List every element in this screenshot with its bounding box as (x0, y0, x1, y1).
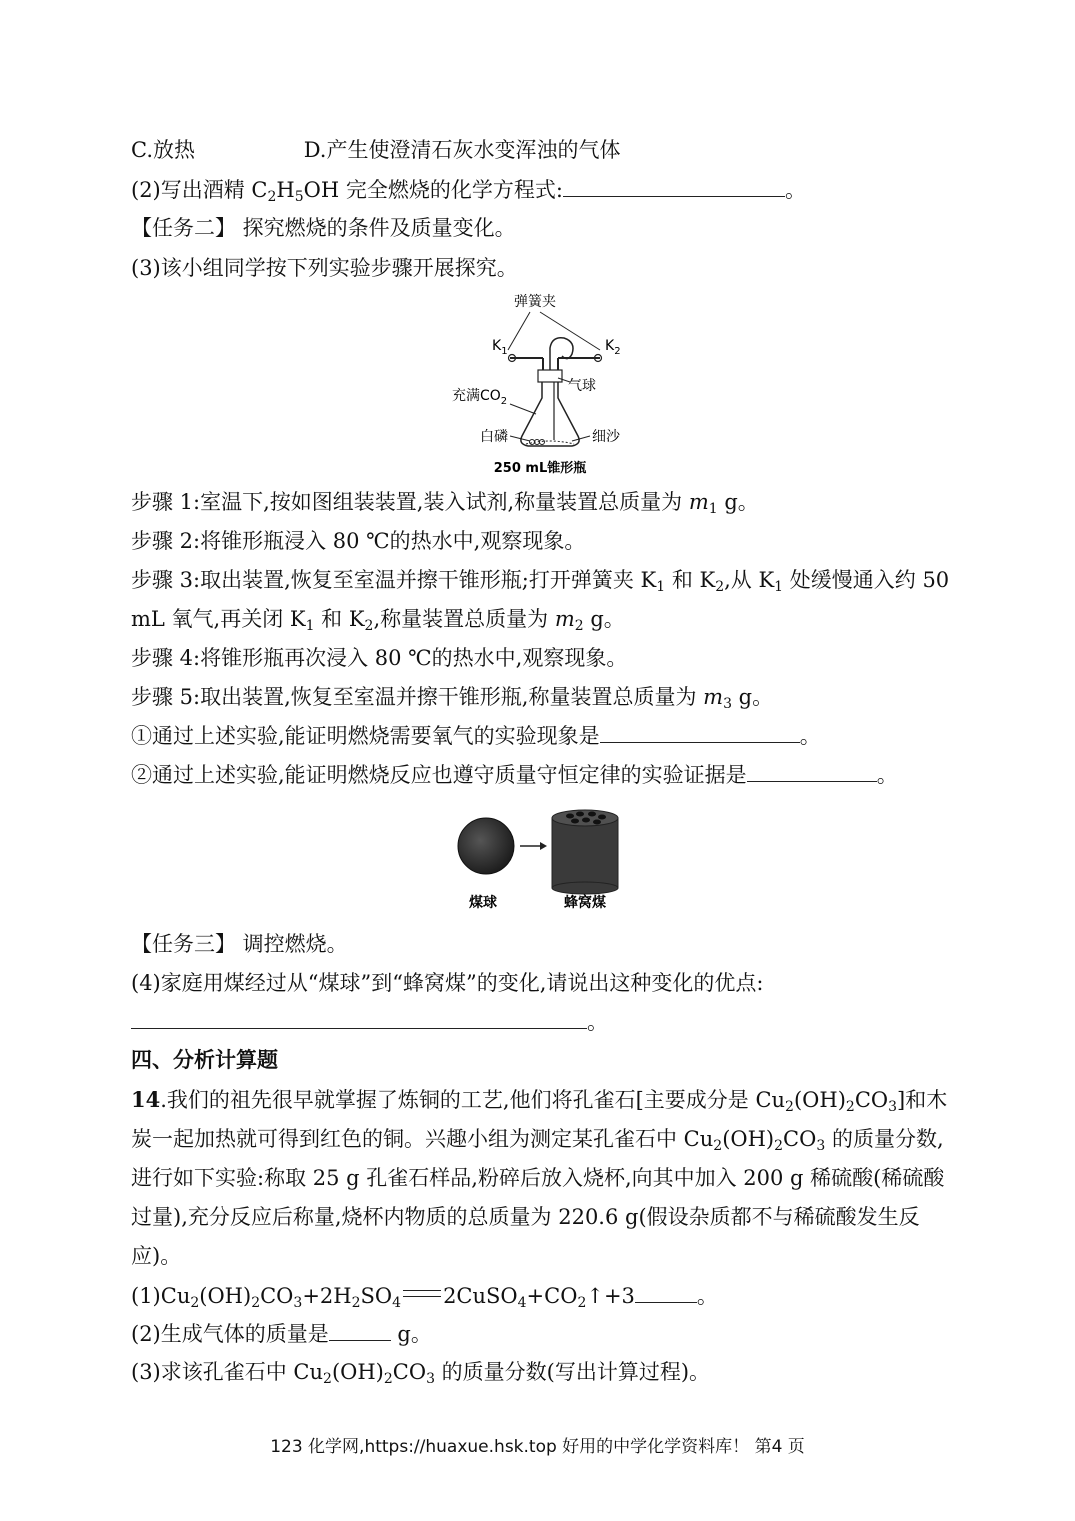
task-3-title (131, 930, 348, 958)
equation-text: (OH) (199, 1284, 252, 1308)
subscript: 2 (614, 346, 621, 357)
q14-line-1 (131, 1086, 947, 1121)
equation-text: (1)Cu (131, 1284, 191, 1308)
q14-part-1 (131, 1282, 718, 1317)
equation-text: +CO (526, 1284, 578, 1308)
subscript: 5 (294, 189, 304, 205)
q14-text: CO (854, 1088, 889, 1112)
step-3-text: 和 K (314, 607, 365, 631)
equation-text: SO (360, 1284, 393, 1308)
q14-part-3-text: (3)求该孔雀石中 Cu (131, 1360, 324, 1384)
option-d: D.产生使澄清石灰水变浑浊的气体 (303, 138, 621, 162)
q14-text: 的质量分数, (825, 1127, 944, 1151)
figure1-caption: 250 mL锥形瓶 (493, 461, 587, 476)
label-honeycomb-coal: 蜂窝煤 (564, 895, 606, 911)
subscript: 3 (888, 1099, 898, 1115)
q14-line-4 (131, 1203, 920, 1231)
subscript: 3 (293, 1295, 303, 1311)
q14-text: 应)。 (131, 1244, 182, 1268)
step-3-text: 步骤 3:取出装置,恢复至室温并擦干锥形瓶;打开弹簧夹 K (131, 568, 657, 592)
q2-text: H (276, 178, 295, 202)
answer-blank[interactable] (747, 761, 877, 782)
subscript: 2 (845, 1099, 855, 1115)
subscript: 2 (774, 1138, 784, 1154)
svg-text:充满CO2 (452, 387, 507, 407)
step-3-text: ,称量装置总质量为 (373, 607, 555, 631)
subscript: 1 (501, 346, 508, 357)
subscript: 2 (383, 1371, 393, 1387)
step-3-line-2 (131, 605, 625, 640)
variable-m: m (688, 490, 709, 514)
equation-text: 2CuSO (443, 1284, 518, 1308)
q14-part-3-text: 的质量分数(写出计算过程)。 (435, 1360, 711, 1384)
options-row (131, 136, 620, 164)
subscript: 1 (305, 618, 315, 634)
period: 。 (587, 1010, 608, 1034)
q14-text: (OH) (793, 1088, 846, 1112)
step-1 (131, 488, 759, 523)
step-3-text: 处缓慢通入约 50 (783, 568, 950, 592)
step-4 (131, 644, 627, 672)
q14-text: .我们的祖先很早就掌握了炼铜的工艺,他们将孔雀石[主要成分是 Cu (160, 1088, 786, 1112)
label-white-phosphorus: 白磷 (480, 429, 508, 445)
task-2-heading: 【任务二】 探究燃烧的条件及质量变化。 (131, 216, 516, 240)
q14-text: 过量),充分反应后称量,烧杯内物质的总质量为 220.6 g(假设杂质都不与稀硫酸发生反 (131, 1205, 920, 1229)
subscript: 2 (351, 1295, 361, 1311)
step-4-text: 步骤 4:将锥形瓶再次浸入 80 ℃的热水中,观察现象。 (131, 646, 628, 670)
subscript: 3 (723, 696, 732, 712)
q14-part-2 (131, 1320, 432, 1348)
q14-text: 进行如下实验:称取 25 g 孔雀石样品,粉碎后放入烧杯,向其中加入 200 g 稀硫酸(稀硫酸 (131, 1166, 945, 1190)
period: 。 (876, 763, 898, 787)
subscript: 2 (364, 618, 374, 634)
sub-question-2-text: ②通过上述实验,能证明燃烧反应也遵守质量守恒定律的实验证据是 (131, 763, 747, 787)
page-footer: 123 化学网,https://huaxue.hsk.top 好用的中学化学资料库！ 第4 页 (270, 1437, 805, 1457)
section-heading: 四、分析计算题 (131, 1048, 278, 1072)
subscript: 3 (426, 1371, 435, 1387)
subscript: 2 (267, 189, 277, 205)
answer-blank[interactable] (329, 1320, 391, 1341)
q14-line-5 (131, 1242, 181, 1270)
label-k2: K (605, 338, 615, 354)
q14-part-3-text: CO (392, 1360, 427, 1384)
q3-text: (3)该小组同学按下列实验步骤开展探究。 (131, 256, 518, 280)
subscript: 2 (715, 579, 725, 595)
subscript: 2 (574, 618, 584, 634)
step-5 (131, 683, 773, 718)
sub-question-1-text: ①通过上述实验,能证明燃烧需要氧气的实验现象是 (131, 724, 600, 748)
subscript: 2 (500, 396, 508, 407)
apparatus-figure (440, 286, 640, 482)
equation-text: ↑+3 (586, 1284, 635, 1308)
task-2-title (131, 214, 516, 242)
step-3-text: 和 K (665, 568, 716, 592)
q14-text: 炭一起加热就可得到红色的铜。兴趣小组为测定某孔雀石中 Cu (131, 1127, 714, 1151)
question-4-answer (131, 1008, 608, 1036)
q14-text: ]和木 (897, 1088, 948, 1112)
q14-part-3 (131, 1358, 710, 1393)
section-4-title (131, 1046, 278, 1074)
variable-m: m (554, 607, 575, 631)
subscript: 2 (785, 1099, 794, 1115)
subscript: 2 (323, 1371, 332, 1387)
label-co2: 充满CO (452, 388, 501, 404)
equals-sign-icon (403, 1290, 441, 1297)
sub-question-1 (131, 722, 821, 750)
subscript: 4 (392, 1295, 402, 1311)
subscript: 4 (517, 1295, 527, 1311)
q14-part-2-text: (2)生成气体的质量是 (131, 1322, 329, 1346)
answer-blank[interactable] (131, 1008, 587, 1029)
honeycomb-coal-icon (552, 818, 618, 888)
step-1-text: 步骤 1:室温下,按如图组装装置,装入试剂,称量装置总质量为 (131, 490, 689, 514)
step-3-text: ,从 K (724, 568, 775, 592)
label-balloon: 气球 (568, 378, 596, 394)
answer-blank[interactable] (635, 1282, 697, 1303)
equation-text: CO (260, 1284, 294, 1308)
variable-m: m (703, 685, 724, 709)
subscript: 2 (190, 1295, 200, 1311)
label-k1: K (492, 338, 502, 354)
question-number: 14 (131, 1087, 161, 1112)
subscript: 1 (708, 501, 718, 517)
step-2 (131, 527, 585, 555)
subscript: 1 (656, 579, 666, 595)
step-5-end: g。 (731, 685, 774, 709)
label-spring-clip: 弹簧夹 (514, 294, 556, 310)
period: 。 (799, 724, 821, 748)
q14-part-3-text: (OH) (331, 1360, 384, 1384)
q2-text: (2)写出酒精 C (131, 178, 268, 202)
subscript: 2 (713, 1138, 723, 1154)
step-3-end: g。 (583, 607, 625, 631)
question-4 (131, 969, 763, 997)
label-coal-ball: 煤球 (469, 895, 497, 911)
step-3-line-1 (131, 566, 949, 601)
subscript: 2 (577, 1295, 587, 1311)
svg-text:K1 (492, 338, 508, 357)
arrow-right-icon (540, 842, 547, 850)
period: 。 (696, 1284, 718, 1308)
answer-blank[interactable] (563, 176, 785, 197)
subscript: 1 (774, 579, 784, 595)
coal-figure (452, 806, 632, 916)
period: 。 (784, 178, 806, 202)
sub-question-2 (131, 761, 898, 789)
q14-part-2-end: g。 (390, 1322, 432, 1346)
answer-blank[interactable] (600, 722, 800, 743)
step-2-text: 步骤 2:将锥形瓶浸入 80 ℃的热水中,观察现象。 (131, 529, 586, 553)
step-5-text: 步骤 5:取出装置,恢复至室温并擦干锥形瓶,称量装置总质量为 (131, 685, 704, 709)
question-2 (131, 176, 806, 211)
q14-text: (OH) (722, 1127, 775, 1151)
svg-text:K2 (605, 338, 621, 357)
q14-line-3 (131, 1164, 944, 1192)
step-3-text: mL 氧气,再关闭 K (131, 607, 306, 631)
question-3 (131, 254, 518, 282)
q2-text: OH 完全燃烧的化学方程式: (303, 178, 563, 202)
step-1-end: g。 (717, 490, 759, 514)
q4-text: (4)家庭用煤经过从“煤球”到“蜂窝煤”的变化,请说出这种变化的优点: (131, 971, 764, 995)
equation-text: +2H (302, 1284, 352, 1308)
option-c: C.放热 (131, 138, 195, 162)
subscript: 2 (251, 1295, 261, 1311)
stopper (538, 370, 562, 382)
q14-text: CO (783, 1127, 817, 1151)
label-fine-sand: 细沙 (592, 429, 620, 445)
q14-line-2 (131, 1125, 944, 1160)
subscript: 3 (816, 1138, 826, 1154)
task-3-heading: 【任务三】 调控燃烧。 (131, 932, 348, 956)
coal-ball-icon (458, 818, 514, 874)
